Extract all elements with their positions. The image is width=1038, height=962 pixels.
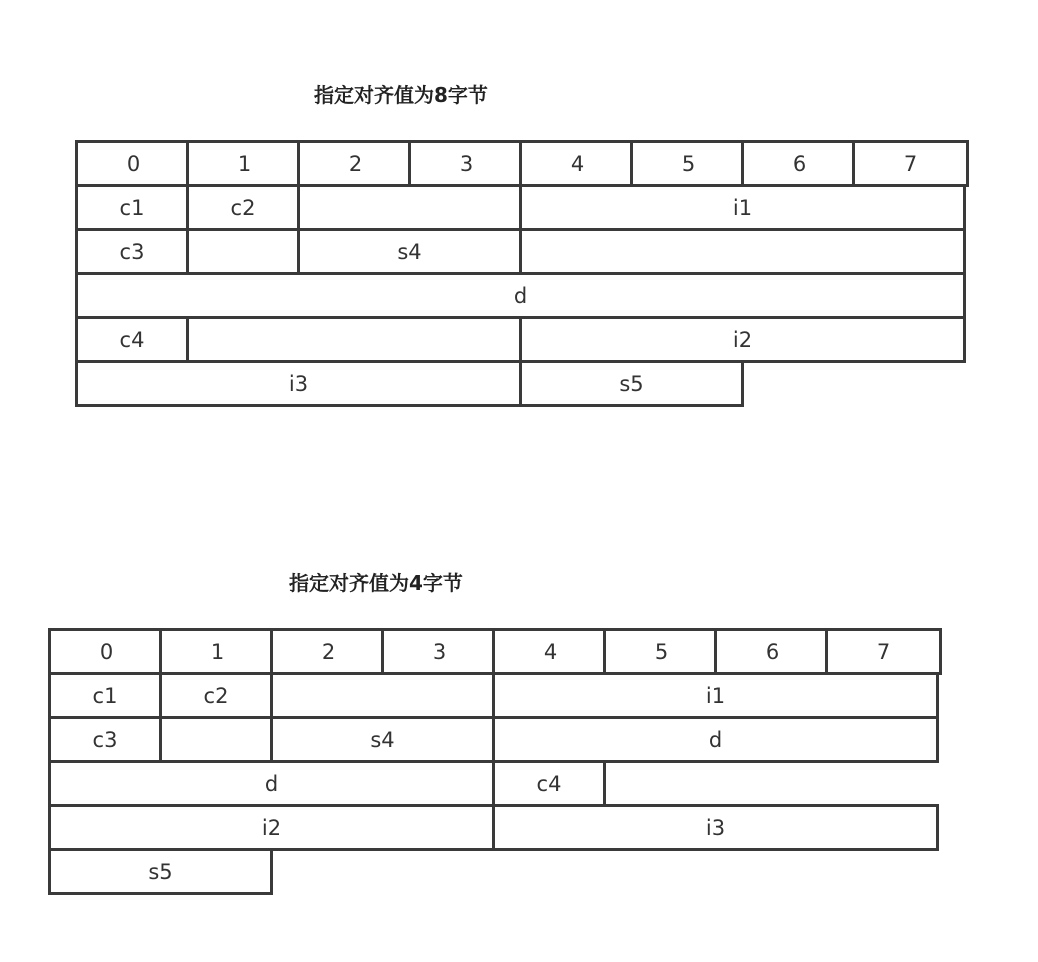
diagram-title-8-byte: 指定对齐值为8字节 <box>314 83 488 107</box>
field-c2: c2 <box>159 672 273 719</box>
field-d: d <box>48 760 495 807</box>
byte-index-header-4: 4 <box>492 628 609 675</box>
field-i2: i2 <box>519 316 966 363</box>
field-s5: s5 <box>519 360 744 407</box>
field-i2: i2 <box>48 804 495 851</box>
field-i3: i3 <box>75 360 522 407</box>
byte-index-header-6: 6 <box>741 140 858 187</box>
diagram-title-4-byte: 指定对齐值为4字节 <box>289 571 463 595</box>
byte-index-header-4: 4 <box>519 140 636 187</box>
field-i1: i1 <box>519 184 966 231</box>
padding-cell <box>159 716 273 763</box>
byte-index-header-1: 1 <box>186 140 303 187</box>
byte-index-header-5: 5 <box>603 628 720 675</box>
byte-index-header-3: 3 <box>408 140 525 187</box>
byte-index-header-7: 7 <box>825 628 942 675</box>
byte-index-header-2: 2 <box>270 628 387 675</box>
byte-index-header-7: 7 <box>852 140 969 187</box>
byte-index-header-0: 0 <box>75 140 192 187</box>
field-i3: i3 <box>492 804 939 851</box>
field-s4: s4 <box>297 228 522 275</box>
field-c1: c1 <box>75 184 189 231</box>
field-c4: c4 <box>492 760 606 807</box>
field-s5: s5 <box>48 848 273 895</box>
field-c2: c2 <box>186 184 300 231</box>
field-c1: c1 <box>48 672 162 719</box>
field-d: d <box>75 272 966 319</box>
byte-index-header-2: 2 <box>297 140 414 187</box>
padding-cell <box>270 672 495 719</box>
byte-index-header-0: 0 <box>48 628 165 675</box>
field-d: d <box>492 716 939 763</box>
byte-index-header-5: 5 <box>630 140 747 187</box>
byte-index-header-6: 6 <box>714 628 831 675</box>
field-c3: c3 <box>75 228 189 275</box>
byte-index-header-3: 3 <box>381 628 498 675</box>
byte-index-header-1: 1 <box>159 628 276 675</box>
field-i1: i1 <box>492 672 939 719</box>
field-c3: c3 <box>48 716 162 763</box>
field-c4: c4 <box>75 316 189 363</box>
field-s4: s4 <box>270 716 495 763</box>
